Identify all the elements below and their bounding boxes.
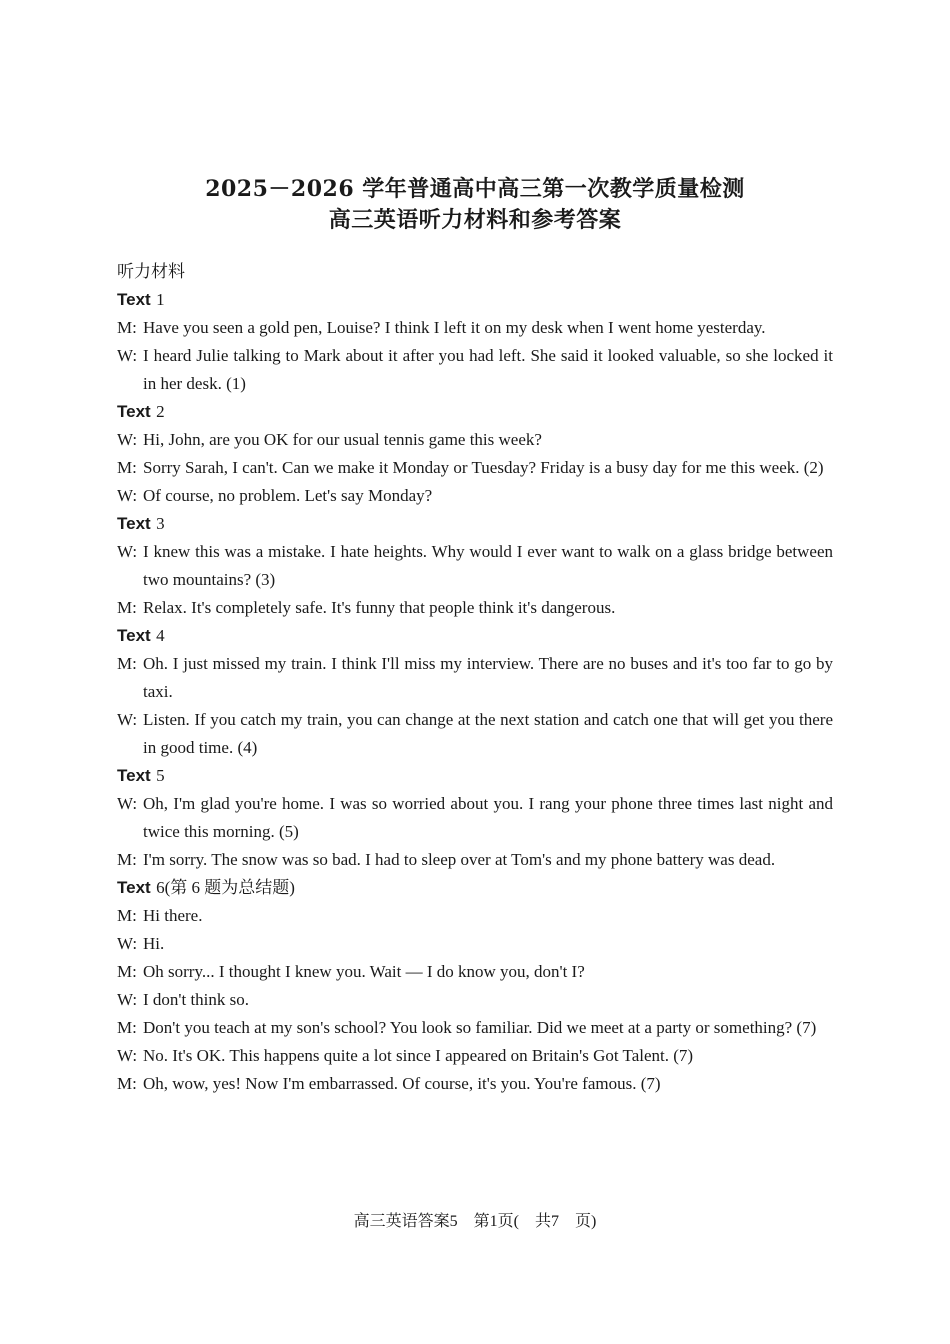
dialogue-line <box>117 986 833 1014</box>
text-label: Text <box>117 514 151 533</box>
speaker-label: M: <box>117 598 137 617</box>
utterance-text: I'm sorry. The snow was so bad. I had to sleep over at Tom's and my phone battery was dead. <box>143 850 776 869</box>
speaker-label: M: <box>117 1018 137 1037</box>
speaker-label: M: <box>117 906 137 925</box>
dialogue-line <box>117 1014 833 1042</box>
utterance-text: Oh, I'm glad you're home. I was so worried about you. I rang your phone three times last night and twice this morning. (5) <box>143 794 833 841</box>
dialogue-line <box>117 482 833 510</box>
speaker-label: W: <box>117 794 138 813</box>
utterance-text: Have you seen a gold pen, Louise? I think I left it on my desk when I went home yesterday. <box>143 318 766 337</box>
utterance-text: No. It's OK. This happens quite a lot since I appeared on Britain's Got Talent. (7) <box>143 1046 694 1065</box>
utterance-text: Hi. <box>143 934 165 953</box>
speaker-label: M: <box>117 1074 137 1093</box>
utterance-text: Oh. I just missed my train. I think I'll miss my interview. There are no buses and it's too far to go by taxi. <box>143 654 833 701</box>
listening-material <box>117 258 833 1098</box>
dialogue-line <box>117 1070 833 1098</box>
dialogue-line <box>117 902 833 930</box>
dialogue-line <box>117 426 833 454</box>
speaker-label: W: <box>117 346 138 365</box>
dialogue-line <box>117 930 833 958</box>
dialogue-line <box>117 342 833 398</box>
utterance-text: Oh sorry... I thought I knew you. Wait — I do know you, don't I? <box>143 962 585 981</box>
text-label: Text <box>117 290 151 309</box>
utterance-text: I knew this was a mistake. I hate heights. Why would I ever want to walk on a glass bridge between two mountains? (3) <box>143 542 833 589</box>
utterance-text: Sorry Sarah, I can't. Can we make it Monday or Tuesday? Friday is a busy day for me this week. (2) <box>143 458 824 477</box>
utterance-text: Don't you teach at my son's school? You look so familiar. Did we meet at a party or something? (7) <box>143 1018 817 1037</box>
text-number: 3 <box>156 514 165 533</box>
text-heading <box>117 622 833 650</box>
text-number: 6(第 6 题为总结题) <box>156 878 295 897</box>
page-footer: 高三英语答案5 第1页( 共7 页) <box>353 1213 597 1230</box>
text-heading <box>117 286 833 314</box>
section-heading: 听力材料 <box>117 262 185 282</box>
dialogue-line <box>117 706 833 762</box>
dialogue-line <box>117 846 833 874</box>
speaker-label: W: <box>117 486 138 505</box>
speaker-label: W: <box>117 430 138 449</box>
speaker-label: W: <box>117 934 138 953</box>
utterance-text: I don't think so. <box>143 990 250 1009</box>
text-label: Text <box>117 402 151 421</box>
utterance-text: Relax. It's completely safe. It's funny that people think it's dangerous. <box>143 598 616 617</box>
dialogue-line <box>117 1042 833 1070</box>
text-number: 1 <box>156 290 165 309</box>
dialogue-line <box>117 958 833 986</box>
document-title-line-1: 2025－2026 学年普通高中高三第一次教学质量检测 <box>205 176 745 202</box>
speaker-label: M: <box>117 654 137 673</box>
document-title-line-2: 高三英语听力材料和参考答案 <box>328 207 622 233</box>
dialogue-line <box>117 594 833 622</box>
text-label: Text <box>117 626 151 645</box>
text-heading <box>117 398 833 426</box>
text-number: 5 <box>156 766 165 785</box>
utterance-text: Of course, no problem. Let's say Monday? <box>143 486 433 505</box>
text-heading <box>117 762 833 790</box>
text-number: 2 <box>156 402 165 421</box>
utterance-text: Listen. If you catch my train, you can change at the next station and catch one that will get you there in good time. (4) <box>143 710 833 757</box>
text-label: Text <box>117 878 151 897</box>
utterance-text: Hi there. <box>143 906 203 925</box>
dialogue-line <box>117 454 833 482</box>
text-number: 4 <box>156 626 165 645</box>
dialogue-line <box>117 650 833 706</box>
dialogue-line <box>117 790 833 846</box>
speaker-label: M: <box>117 458 137 477</box>
text-heading <box>117 874 833 902</box>
dialogue-line <box>117 314 833 342</box>
utterance-text: I heard Julie talking to Mark about it after you had left. She said it looked valuable, so she locked it in her desk. (1) <box>143 346 833 393</box>
speaker-label: M: <box>117 318 137 337</box>
utterance-text: Oh, wow, yes! Now I'm embarrassed. Of course, it's you. You're famous. (7) <box>143 1074 661 1093</box>
speaker-label: W: <box>117 1046 138 1065</box>
utterance-text: Hi, John, are you OK for our usual tennis game this week? <box>143 430 542 449</box>
speaker-label: W: <box>117 990 138 1009</box>
speaker-label: M: <box>117 850 137 869</box>
dialogue-line <box>117 538 833 594</box>
speaker-label: M: <box>117 962 137 981</box>
text-heading <box>117 510 833 538</box>
speaker-label: W: <box>117 542 138 561</box>
speaker-label: W: <box>117 710 138 729</box>
text-label: Text <box>117 766 151 785</box>
